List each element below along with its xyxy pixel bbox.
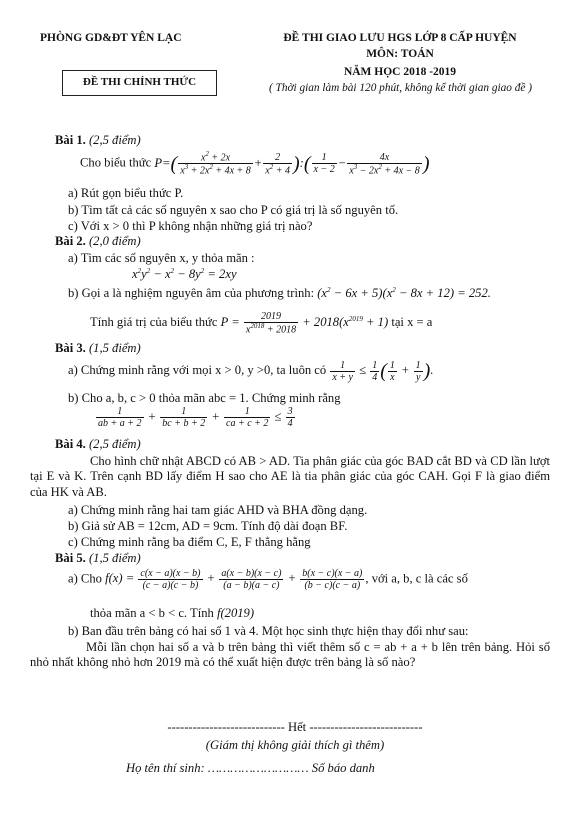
expression-p [80,151,429,177]
problem-1b: b) Tìm tất cả các số nguyên x sao cho P có giá trị là số nguyên tố. [68,203,399,217]
exam-subject: MÔN: TOÁN [366,48,434,60]
problem-4-statement: Cho hình chữ nhật ABCD có AB > AD. Tia phân giác của góc BAD cắt BD và CD lần lượt tại E và K. Trên cạnh BD lấy điểm H sao cho AE là tia phân giác của góc CAH. Gọi F là giao điểm của HK và AB. [30,454,550,499]
problem-4c: c) Chứng minh rằng ba điểm C, E, F thẳng hằng [68,535,311,549]
problem-3a [68,359,434,383]
exam-duration: ( Thời gian làm bài 120 phút, không kể thời gian giao đề ) [268,82,533,94]
problem-2-title: Bài 2. [55,234,86,248]
math-f2019: f(2019) [216,606,255,620]
math-function-5a: f(x) = $\frac{c(x - a)(x - b)}{(c - a)(c - b)}$ + $\frac{a(x - b)(x - c)}{(a - b)(a - c)}$ + $\frac{b(x - c)(x - a)}{(b - c)(c - a)}$ [105,568,363,591]
math-inequality-3a: $\frac{1}{x + y}$ ≤ $\frac{1}{4}$ ( $\frac{1}{x}$ + $\frac{1}{y}$ ). [332,359,434,383]
exam-title: ĐỀ THI GIAO LƯU HGS LỚP 8 CẤP HUYỆN [283,32,517,44]
expression-intro: Cho biểu thức [80,155,152,170]
problem-1a: a) Rút gọn biểu thức P. [68,186,184,200]
problem-3-heading [55,341,141,356]
problem-4a: a) Chứng minh rằng hai tam giác AHD và BHA đồng dạng. [68,503,368,517]
problem-5-heading [55,551,141,566]
problem-5-score: (1,5 điểm) [88,551,141,565]
problem-1c: c) Với x > 0 thì P không nhận những giá trị nào? [68,219,313,233]
problem-1-title: Bài 1. [55,133,86,147]
problem-2b [68,286,491,302]
problem-2-score: (2,0 điểm) [88,234,141,248]
math-equation-2a: $x^2y^2 - x^2 - 8y^2 = 2xy$ [132,267,237,282]
proctor-note: (Giám thị không giải thích gì thêm) [205,738,385,752]
math-inequality-3b: $\frac{1}{ab + a + 2}$ + $\frac{1}{bc + b + 2}$ + $\frac{1}{ca + c + 2}$ ≤ $\frac{3}{4}$ [98,406,293,429]
problem-5b: b) Ban đầu trên bảng có hai số 1 và 4. Một học sinh thực hiện thay đổi như sau: [68,624,469,638]
problem-3-title: Bài 3. [55,341,86,355]
problem-4-score: (2,5 điểm) [88,437,141,451]
problem-5a-part2 [90,606,254,621]
problem-5a-text2: , với a, b, c là các số [365,571,468,586]
problem-3b: b) Cho a, b, c > 0 thỏa mãn abc = 1. Chứng minh rằng [68,391,341,405]
problem-3-score: (1,5 điểm) [88,341,141,355]
end-marker: ---------------------------- Hết --------------------------- [167,720,423,734]
problem-2a: a) Tìm các số nguyên x, y thỏa mãn : [68,251,255,265]
problem-5-title: Bài 5. [55,551,86,565]
problem-5a-text3: thỏa mãn a < b < c. Tính [90,606,214,620]
problem-2b-part2 [90,311,432,335]
problem-2-heading [55,234,141,249]
math-expression-2b: P = $\frac{2019}{x^{2018} + 2018}$ + $2018(x^{2019} + 1)$ [220,311,389,336]
math-equation-2b: $(x^2 - 6x + 5)(x^2 - 8x + 12) = 252$. [317,286,491,301]
department-name: PHÒNG GD&ĐT YÊN LẠC [40,32,182,44]
school-year: NĂM HỌC 2018 -2019 [343,66,457,78]
problem-4-heading [55,437,141,452]
candidate-info-line: Họ tên thí sinh: ……………………… Số báo danh [126,761,375,775]
problem-4-title: Bài 4. [55,437,86,451]
problem-3a-text: a) Chứng minh rằng với mọi x > 0, y >0, ta luôn có [68,363,327,378]
problem-4b: b) Giả sử AB = 12cm, AD = 9cm. Tính độ dài đoạn BF. [68,519,348,533]
problem-1-heading [55,133,141,148]
problem-5a-text: a) Cho [68,571,102,586]
problem-2b-text3: tại x = a [391,315,433,330]
problem-2b-text: b) Gọi a là nghiệm nguyên âm của phương trình: [68,286,315,301]
problem-1-score: (2,5 điểm) [88,133,141,147]
problem-2b-text2: Tính giá trị của biểu thức [90,315,218,330]
problem-5b-question: Mỗi lần chọn hai số a và b trên bảng thì viết thêm số c = ab + a + b lên trên bảng. Hỏi số nhỏ nhất không nhỏ hơn 2019 mà có thể xuất hiện được trên bảng là số nào? [30,640,550,670]
official-exam-box: ĐỀ THI CHÍNH THỨC [62,70,217,96]
math-p-def: P=( $\frac{x^2 + 2x}{x^3 + 2x^2 + 4x + 8}$ + $\frac{2}{x^2 + 4}$ ):( $\frac{1}{x - 2}$ − $\frac{4x}{x^3 - 2x^2 + 4x - 8}$ ) [154,150,430,177]
problem-5a [68,568,468,591]
